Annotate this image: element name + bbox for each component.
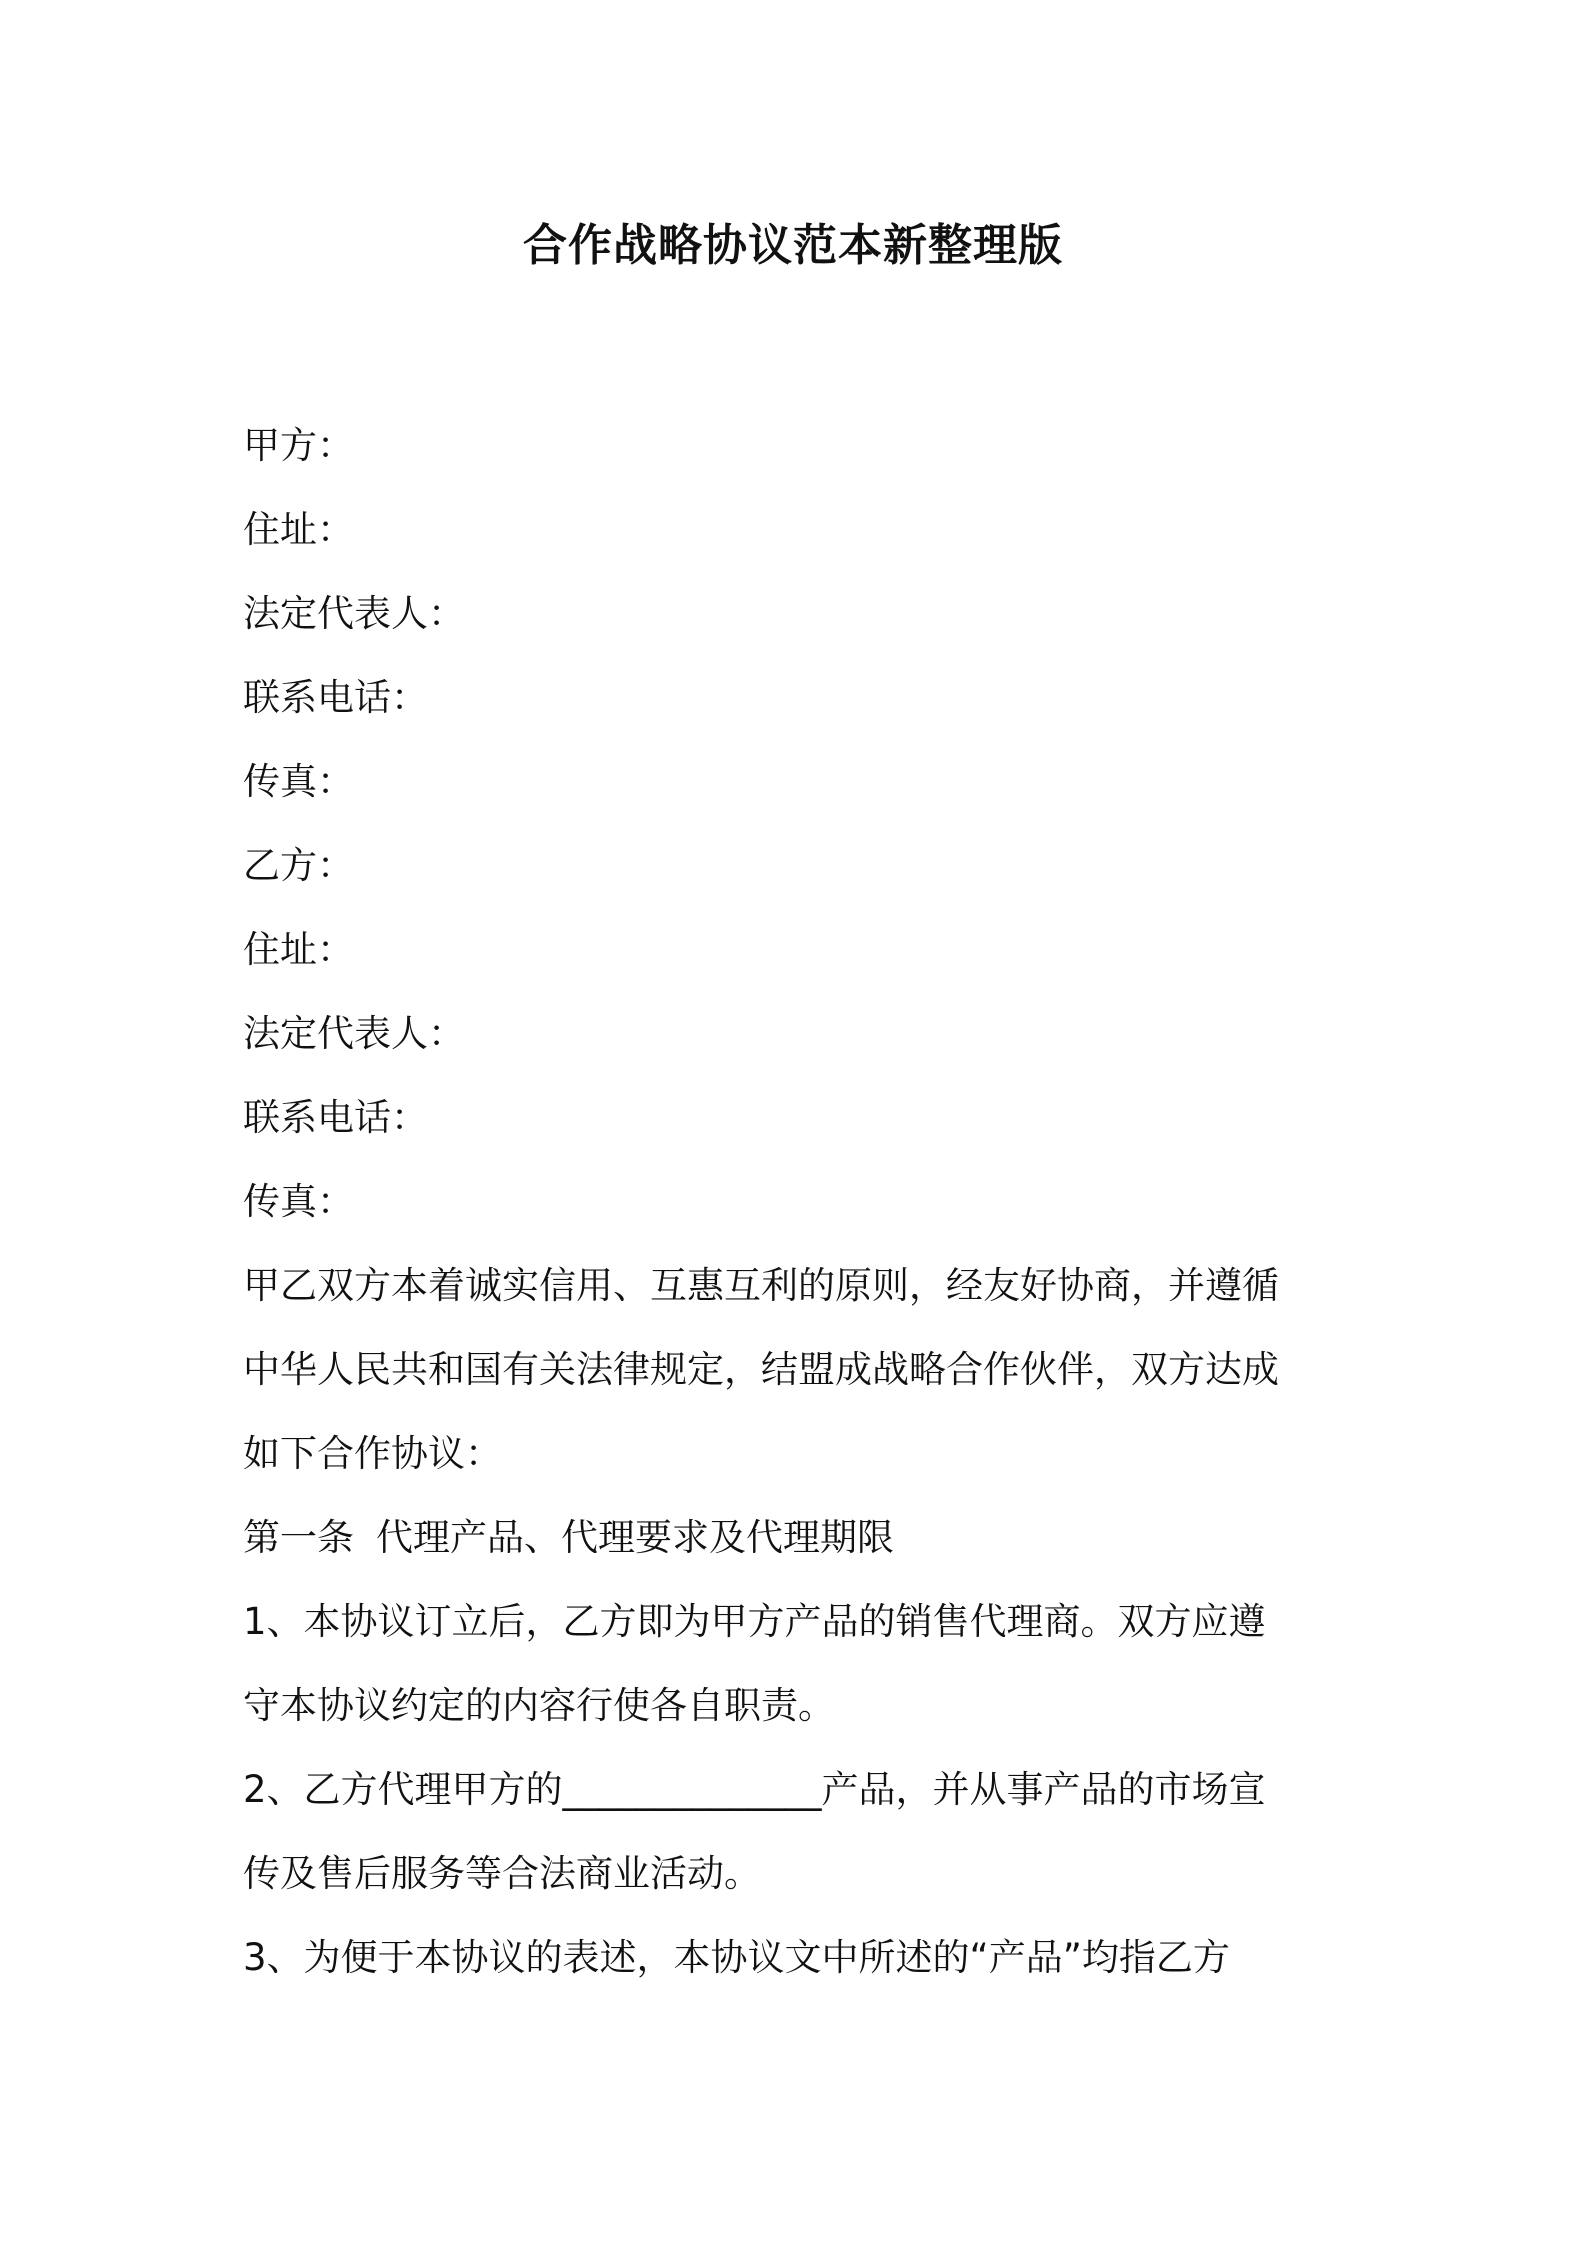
document-title: 合作战略协议范本新整理版 <box>523 220 1063 271</box>
party-b-name-label: 乙方： <box>243 844 354 887</box>
document-body <box>243 404 1353 2000</box>
preamble-line: 甲乙双方本着诚实信用、互惠互利的原则，经友好协商，并遵循 <box>243 1264 1279 1307</box>
article-1-number: 第一条 <box>243 1516 354 1559</box>
clause-line: 1、本协议订立后，乙方即为甲方产品的销售代理商。双方应遵 <box>243 1600 1266 1643</box>
party-a-fax-label: 传真： <box>243 760 354 803</box>
party-b-address-label: 住址： <box>243 928 354 971</box>
clause-3-paragraph <box>243 1916 1353 2000</box>
party-a-phone-label: 联系电话： <box>243 676 428 719</box>
clause-2-paragraph <box>243 1748 1353 1916</box>
preamble-paragraph <box>243 1244 1353 1496</box>
clause-line: 传及售后服务等合法商业活动。 <box>243 1852 761 1895</box>
party-b-fax-label: 传真： <box>243 1180 354 1223</box>
clause-line: 3、为便于本协议的表述，本协议文中所述的“产品”均指乙方 <box>243 1936 1230 1979</box>
party-a-legal-rep-label: 法定代表人： <box>243 592 465 635</box>
party-b-phone-label: 联系电话： <box>243 1096 428 1139</box>
clause-line: 守本协议约定的内容行使各自职责。 <box>243 1684 835 1727</box>
clause-line: 2、乙方代理甲方的______________产品，并从事产品的市场宣 <box>243 1768 1266 1811</box>
article-1-heading <box>243 1496 1353 1580</box>
party-a-address-label: 住址： <box>243 508 354 551</box>
preamble-line: 中华人民共和国有关法律规定，结盟成战略合作伙伴，双方达成 <box>243 1348 1279 1391</box>
article-1-title: 代理产品、代理要求及代理期限 <box>376 1516 894 1559</box>
preamble-line: 如下合作协议： <box>243 1432 502 1475</box>
party-a-name-label: 甲方： <box>243 424 354 467</box>
clause-1-paragraph <box>243 1580 1353 1748</box>
party-b-legal-rep-label: 法定代表人： <box>243 1012 465 1055</box>
